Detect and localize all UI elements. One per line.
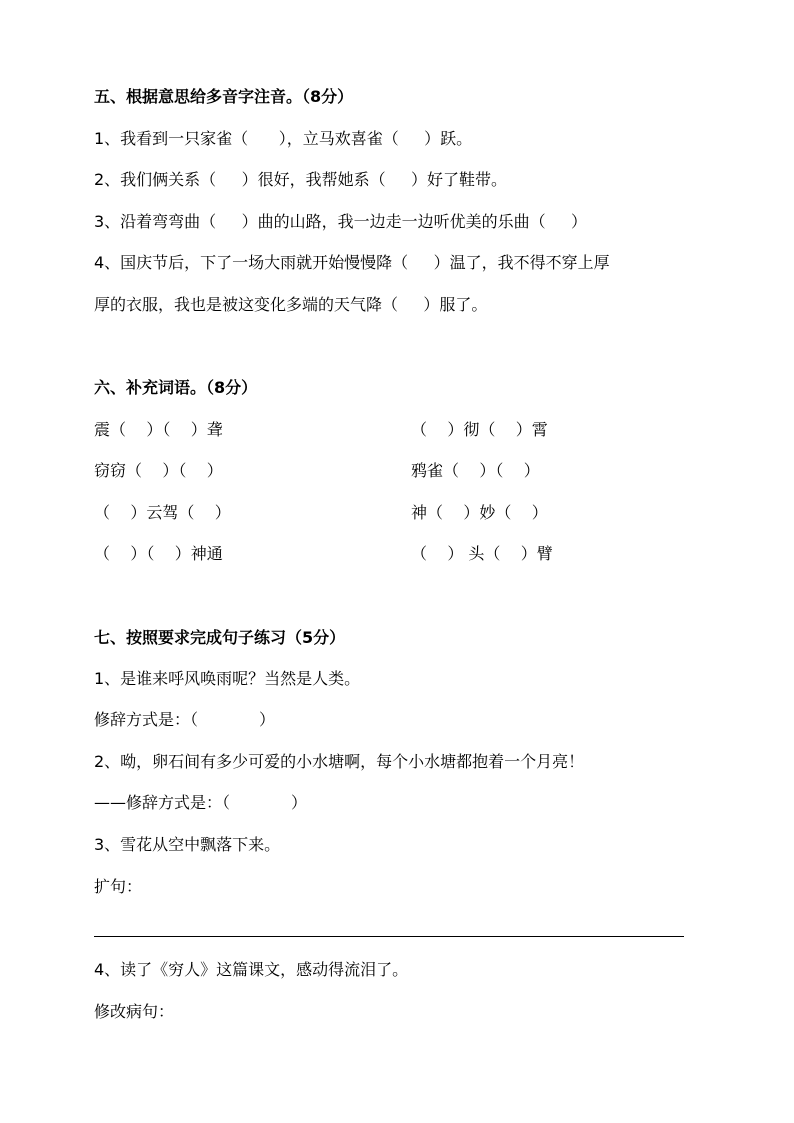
section6-left-1: 震（ ）（ ）聋 (94, 420, 223, 439)
section7-q3-answer: 扩句： (94, 877, 143, 896)
section5-item-1: 1、我看到一只家雀（ ），立马欢喜雀（ ）跃。 (94, 129, 473, 148)
section7-q2: 2、呦，卵石间有多少可爱的小水塘啊，每个小水塘都抱着一个月亮！ (94, 752, 585, 771)
section6-left-4: （ ）（ ）神通 (94, 544, 223, 563)
section5-item-4-cont: 厚的衣服，我也是被这变化多端的天气降（ ）服了。 (94, 295, 488, 314)
section7-q1-answer: 修辞方式是：（ ） (94, 710, 276, 729)
section5-item-4: 4、国庆节后，下了一场大雨就开始慢慢降（ ）温了，我不得不穿上厚 (94, 253, 610, 272)
section6-right-3: 神（ ）妙（ ） (411, 503, 548, 522)
answer-line (94, 936, 684, 937)
section6-right-1: （ ）彻（ ）霄 (411, 420, 548, 439)
section6-right-2: 鸦雀（ ）（ ） (411, 461, 540, 480)
section5-title: 五、根据意思给多音字注音。（8分） (94, 87, 354, 106)
section7-q4: 4、读了《穷人》这篇课文，感动得流泪了。 (94, 960, 409, 979)
section6-title: 六、补充词语。（8分） (94, 378, 258, 397)
section6-left-2: 窃窃（ ）（ ） (94, 461, 223, 480)
section6-right-4: （ ） 头（ ）臂 (411, 544, 553, 563)
section6-left-3: （ ）云驾（ ） (94, 503, 231, 522)
section7-title: 七、按照要求完成句子练习（5分） (94, 628, 346, 647)
section7-q3: 3、雪花从空中飘落下来。 (94, 835, 281, 854)
section5-item-3: 3、沿着弯弯曲（ ）曲的山路，我一边走一边听优美的乐曲（ ） (94, 212, 588, 231)
section7-q2-answer: ——修辞方式是：（ ） (94, 793, 308, 812)
section5-item-2: 2、我们俩关系（ ）很好，我帮她系（ ）好了鞋带。 (94, 170, 508, 189)
section7-q1: 1、是谁来呼风唤雨呢？当然是人类。 (94, 669, 361, 688)
section7-q4-answer: 修改病句： (94, 1002, 175, 1021)
